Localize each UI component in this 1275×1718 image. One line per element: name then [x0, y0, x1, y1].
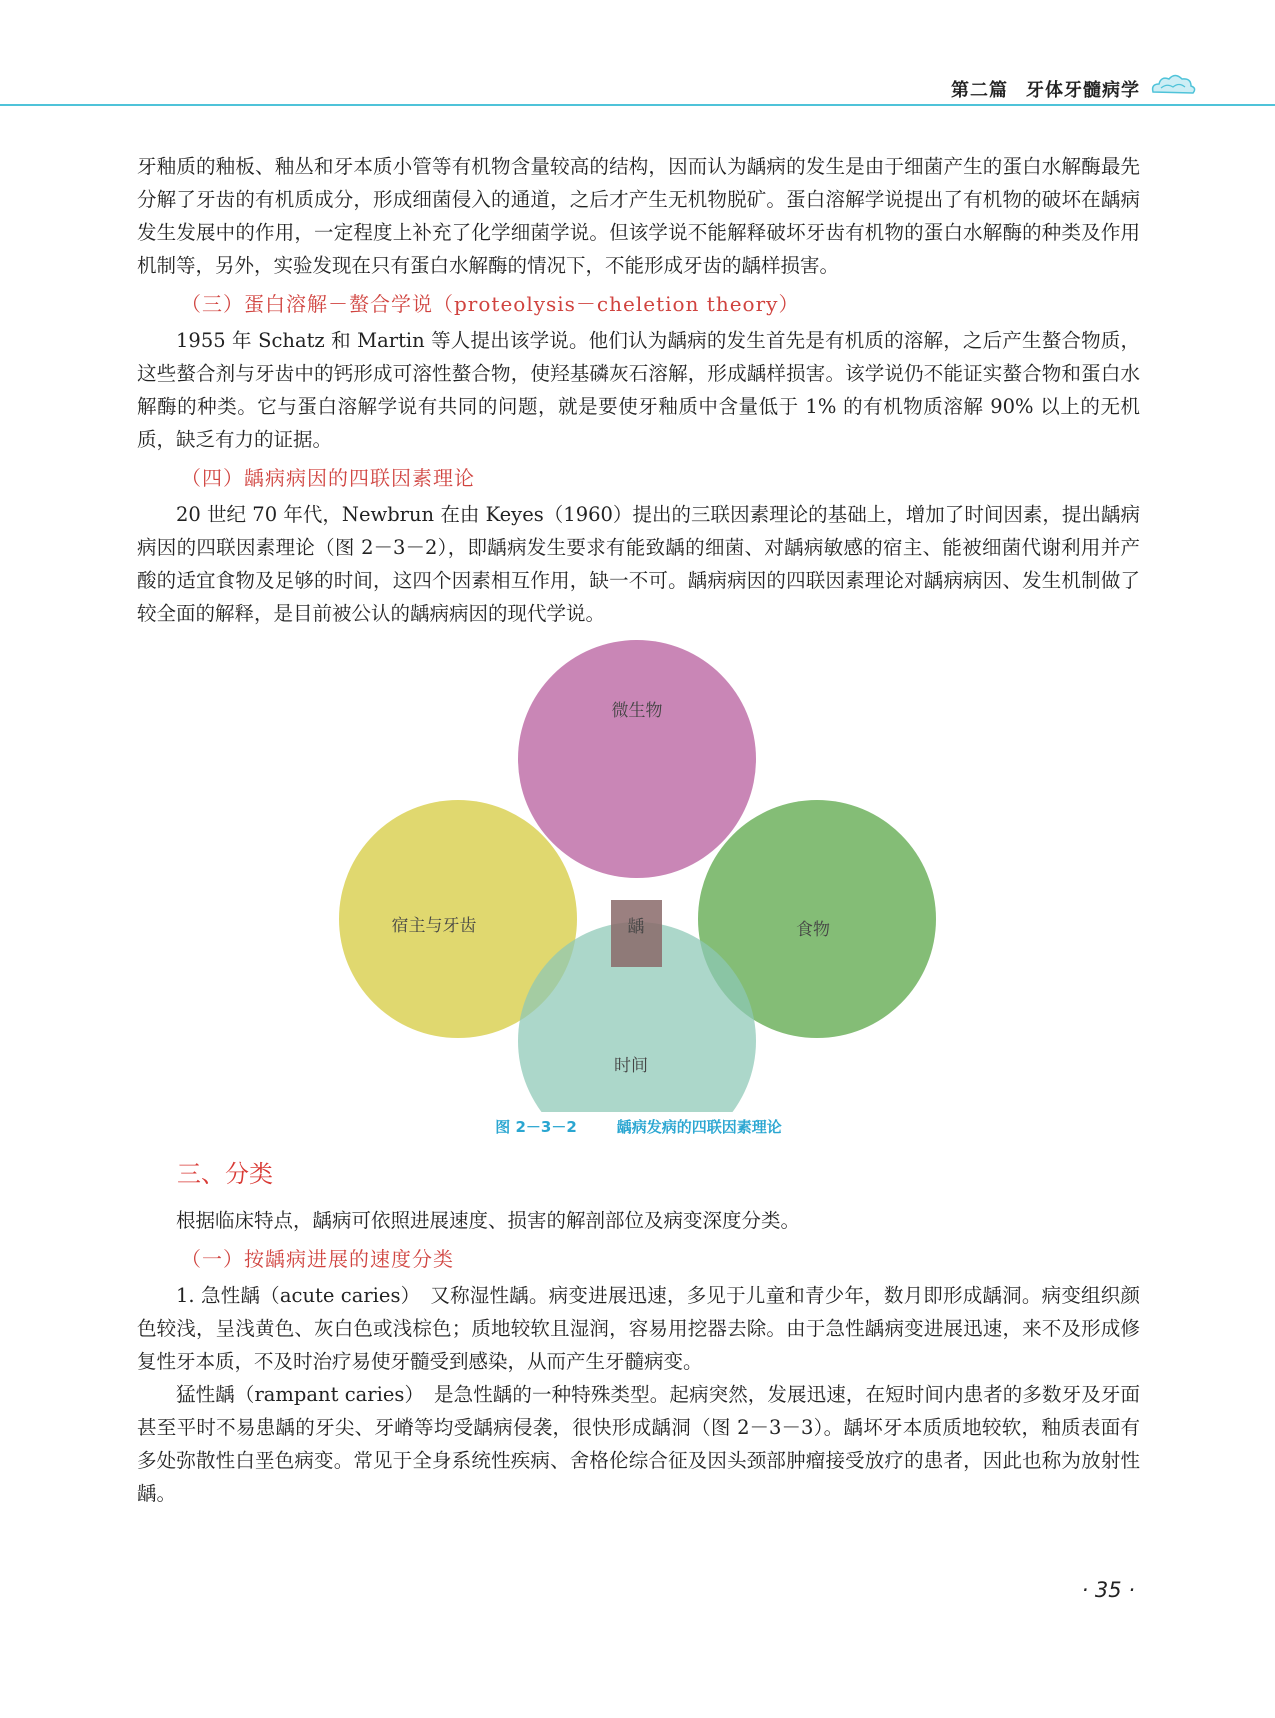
heading-four-factor: （四）龋病病因的四联因素理论: [181, 466, 475, 490]
header-part: 第二篇: [951, 80, 1008, 101]
header-subject: 牙体牙髓病学: [1026, 80, 1140, 101]
venn-diagram: [137, 630, 1140, 1112]
label-host: 宿主与牙齿: [391, 916, 477, 936]
heading-proteolysis-chelation: （三）蛋白溶解－螯合学说（proteolysis－cheletion theory）: [181, 292, 800, 316]
figure-caption: [137, 1116, 1140, 1156]
paragraph-chelation: 1955 年 Schatz 和 Martin 等人提出该学说。他们认为龋病的发生首先是有机质的溶解，之后产生螯合物质，这些螯合剂与牙齿中的钙形成可溶性螯合物，使羟基磷灰石溶解，形成龋样损害。该学说仍不能证实螯合物和蛋白水解酶的种类。它与蛋白溶解学说有共同的问题，就是要使牙釉质中含量低于 1% 的有机物质溶解 90% 以上的无机质，缺乏有力的证据。: [137, 329, 1140, 451]
label-microbe: 微生物: [611, 701, 663, 721]
label-time: 时间: [614, 1056, 648, 1076]
paragraph-rampant-caries: 猛性龋（rampant caries） 是急性龋的一种特殊类型。起病突然，发展迅速，在短时间内患者的多数牙及牙面甚至平时不易患龋的牙尖、牙嵴等均受龋病侵袭，很快形成龋洞（图 2－3－3）。龋坏牙本质质地较软，釉质表面有多处弥散性白垩色病变。常见于全身系统性疾病、舍格伦综合征及因头颈部肿瘤接受放疗的患者，因此也称为放射性龋。: [137, 1383, 1140, 1505]
paragraph-four-factor: 20 世纪 70 年代，Newbrun 在由 Keyes（1960）提出的三联因素理论的基础上，增加了时间因素，提出龋病病因的四联因素理论（图 2－3－2），即龋病发生要求有能致龋的细菌、对龋病敏感的宿主、能被细菌代谢利用并产酸的适宜食物及足够的时间，这四个因素相互作用，缺一不可。龋病病因的四联因素理论对龋病病因、发生机制做了较全面的解释，是目前被公认的龋病病因的现代学说。: [137, 503, 1140, 625]
page-content: [137, 150, 1140, 1510]
page-header: [0, 0, 1275, 110]
paragraph-classification-intro: 根据临床特点，龋病可依照进展速度、损害的解剖部位及病变深度分类。: [176, 1209, 801, 1232]
page-number: · 35 ·: [1081, 1578, 1135, 1602]
paragraph-acute-caries: 1. 急性龋（acute caries） 又称湿性龋。病变进展迅速，多见于儿童和青少年，数月即形成龋洞。病变组织颜色较浅，呈浅黄色、灰白色或浅棕色；质地较软且湿润，容易用挖器去除。由于急性龋病变进展迅速，来不及形成修复性牙本质，不及时治疗易使牙髓受到感染，从而产生牙髓病变。: [137, 1284, 1140, 1373]
circle-microbe: [518, 640, 756, 878]
heading-speed-classification: （一）按龋病进展的速度分类: [181, 1247, 454, 1271]
venn-figure: [137, 630, 1140, 1112]
label-food: 食物: [796, 920, 830, 940]
caption-text: 龋病发病的四联因素理论: [616, 1118, 782, 1136]
cloud-logo-icon: [1149, 70, 1197, 100]
paragraph-proteolysis-cont: 牙釉质的釉板、釉丛和牙本质小管等有机物含量较高的结构，因而认为龋病的发生是由于细菌产生的蛋白水解酶最先分解了牙齿的有机质成分，形成细菌侵入的通道，之后才产生无机物脱矿。蛋白溶解学说提出了有机物的破坏在龋病发生发展中的作用，一定程度上补充了化学细菌学说。但该学说不能解释破坏牙齿有机物的蛋白水解酶的种类及作用机制等，另外，实验发现在只有蛋白水解酶的情况下，不能形成牙齿的龋样损害。: [137, 155, 1140, 277]
label-caries: 龋: [627, 917, 645, 937]
section-title-classification: 三、分类: [177, 1160, 273, 1188]
header-rule: [0, 104, 1275, 106]
caption-number: 图 2－3－2: [495, 1118, 577, 1136]
header-title: [951, 76, 1140, 102]
